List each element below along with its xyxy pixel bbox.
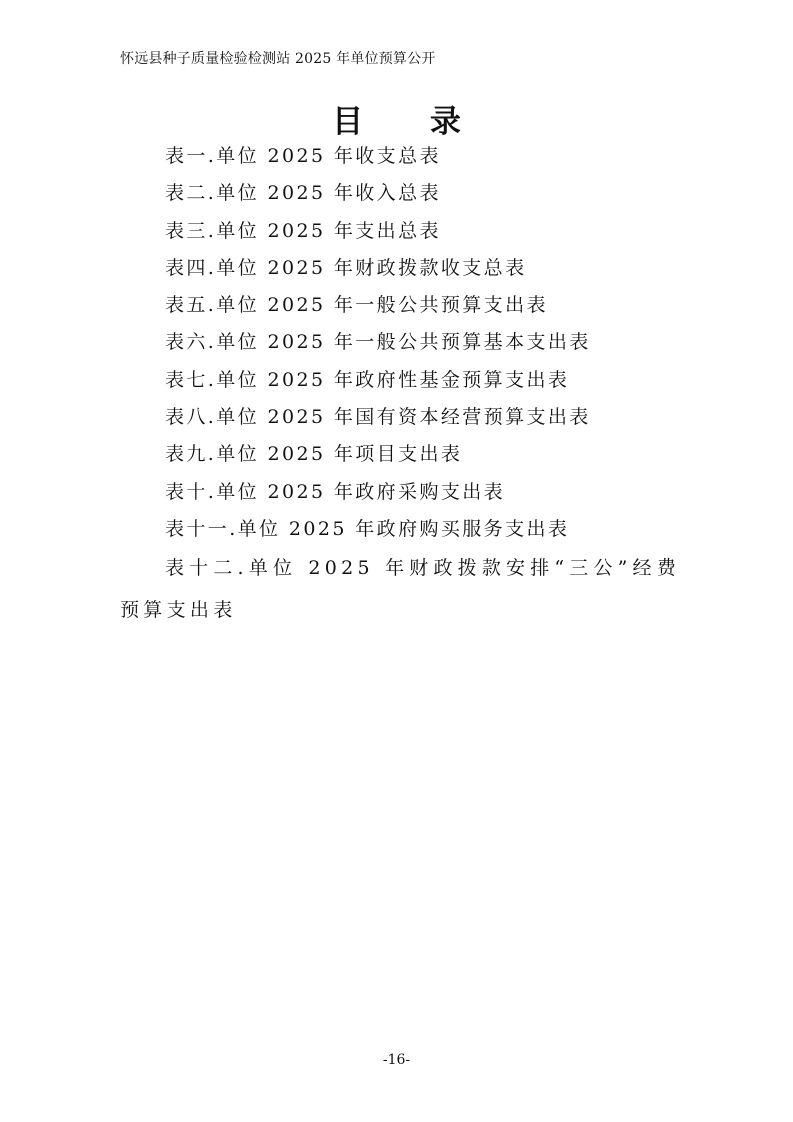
page-header: 怀远县种子质量检验检测站 2025 年单位预算公开 [120, 51, 436, 67]
toc-item-10[interactable]: 表十.单位 2025 年政府采购支出表 [165, 480, 506, 503]
toc-item-7[interactable]: 表七.单位 2025 年政府性基金预算支出表 [165, 368, 570, 391]
toc-item-6[interactable]: 表六.单位 2025 年一般公共预算基本支出表 [165, 331, 591, 354]
toc-item-2[interactable]: 表二.单位 2025 年收入总表 [165, 182, 441, 205]
table-of-contents [120, 138, 680, 631]
toc-item-12[interactable]: 表十二.单位 2025 年财政拨款安排“三公”经费预算支出表 [120, 557, 680, 622]
page-number: -16- [382, 1052, 411, 1068]
toc-item-9[interactable]: 表九.单位 2025 年项目支出表 [165, 443, 463, 466]
toc-item-5[interactable]: 表五.单位 2025 年一般公共预算支出表 [165, 294, 548, 317]
toc-item-11[interactable]: 表十一.单位 2025 年政府购买服务支出表 [165, 517, 570, 540]
toc-item-1[interactable]: 表一.单位 2025 年收支总表 [165, 145, 441, 167]
page-title: 目 录 [332, 104, 489, 140]
toc-item-4[interactable]: 表四.单位 2025 年财政拨款收支总表 [165, 256, 527, 279]
toc-item-3[interactable]: 表三.单位 2025 年支出总表 [165, 219, 441, 242]
toc-item-8[interactable]: 表八.单位 2025 年国有资本经营预算支出表 [165, 406, 591, 429]
